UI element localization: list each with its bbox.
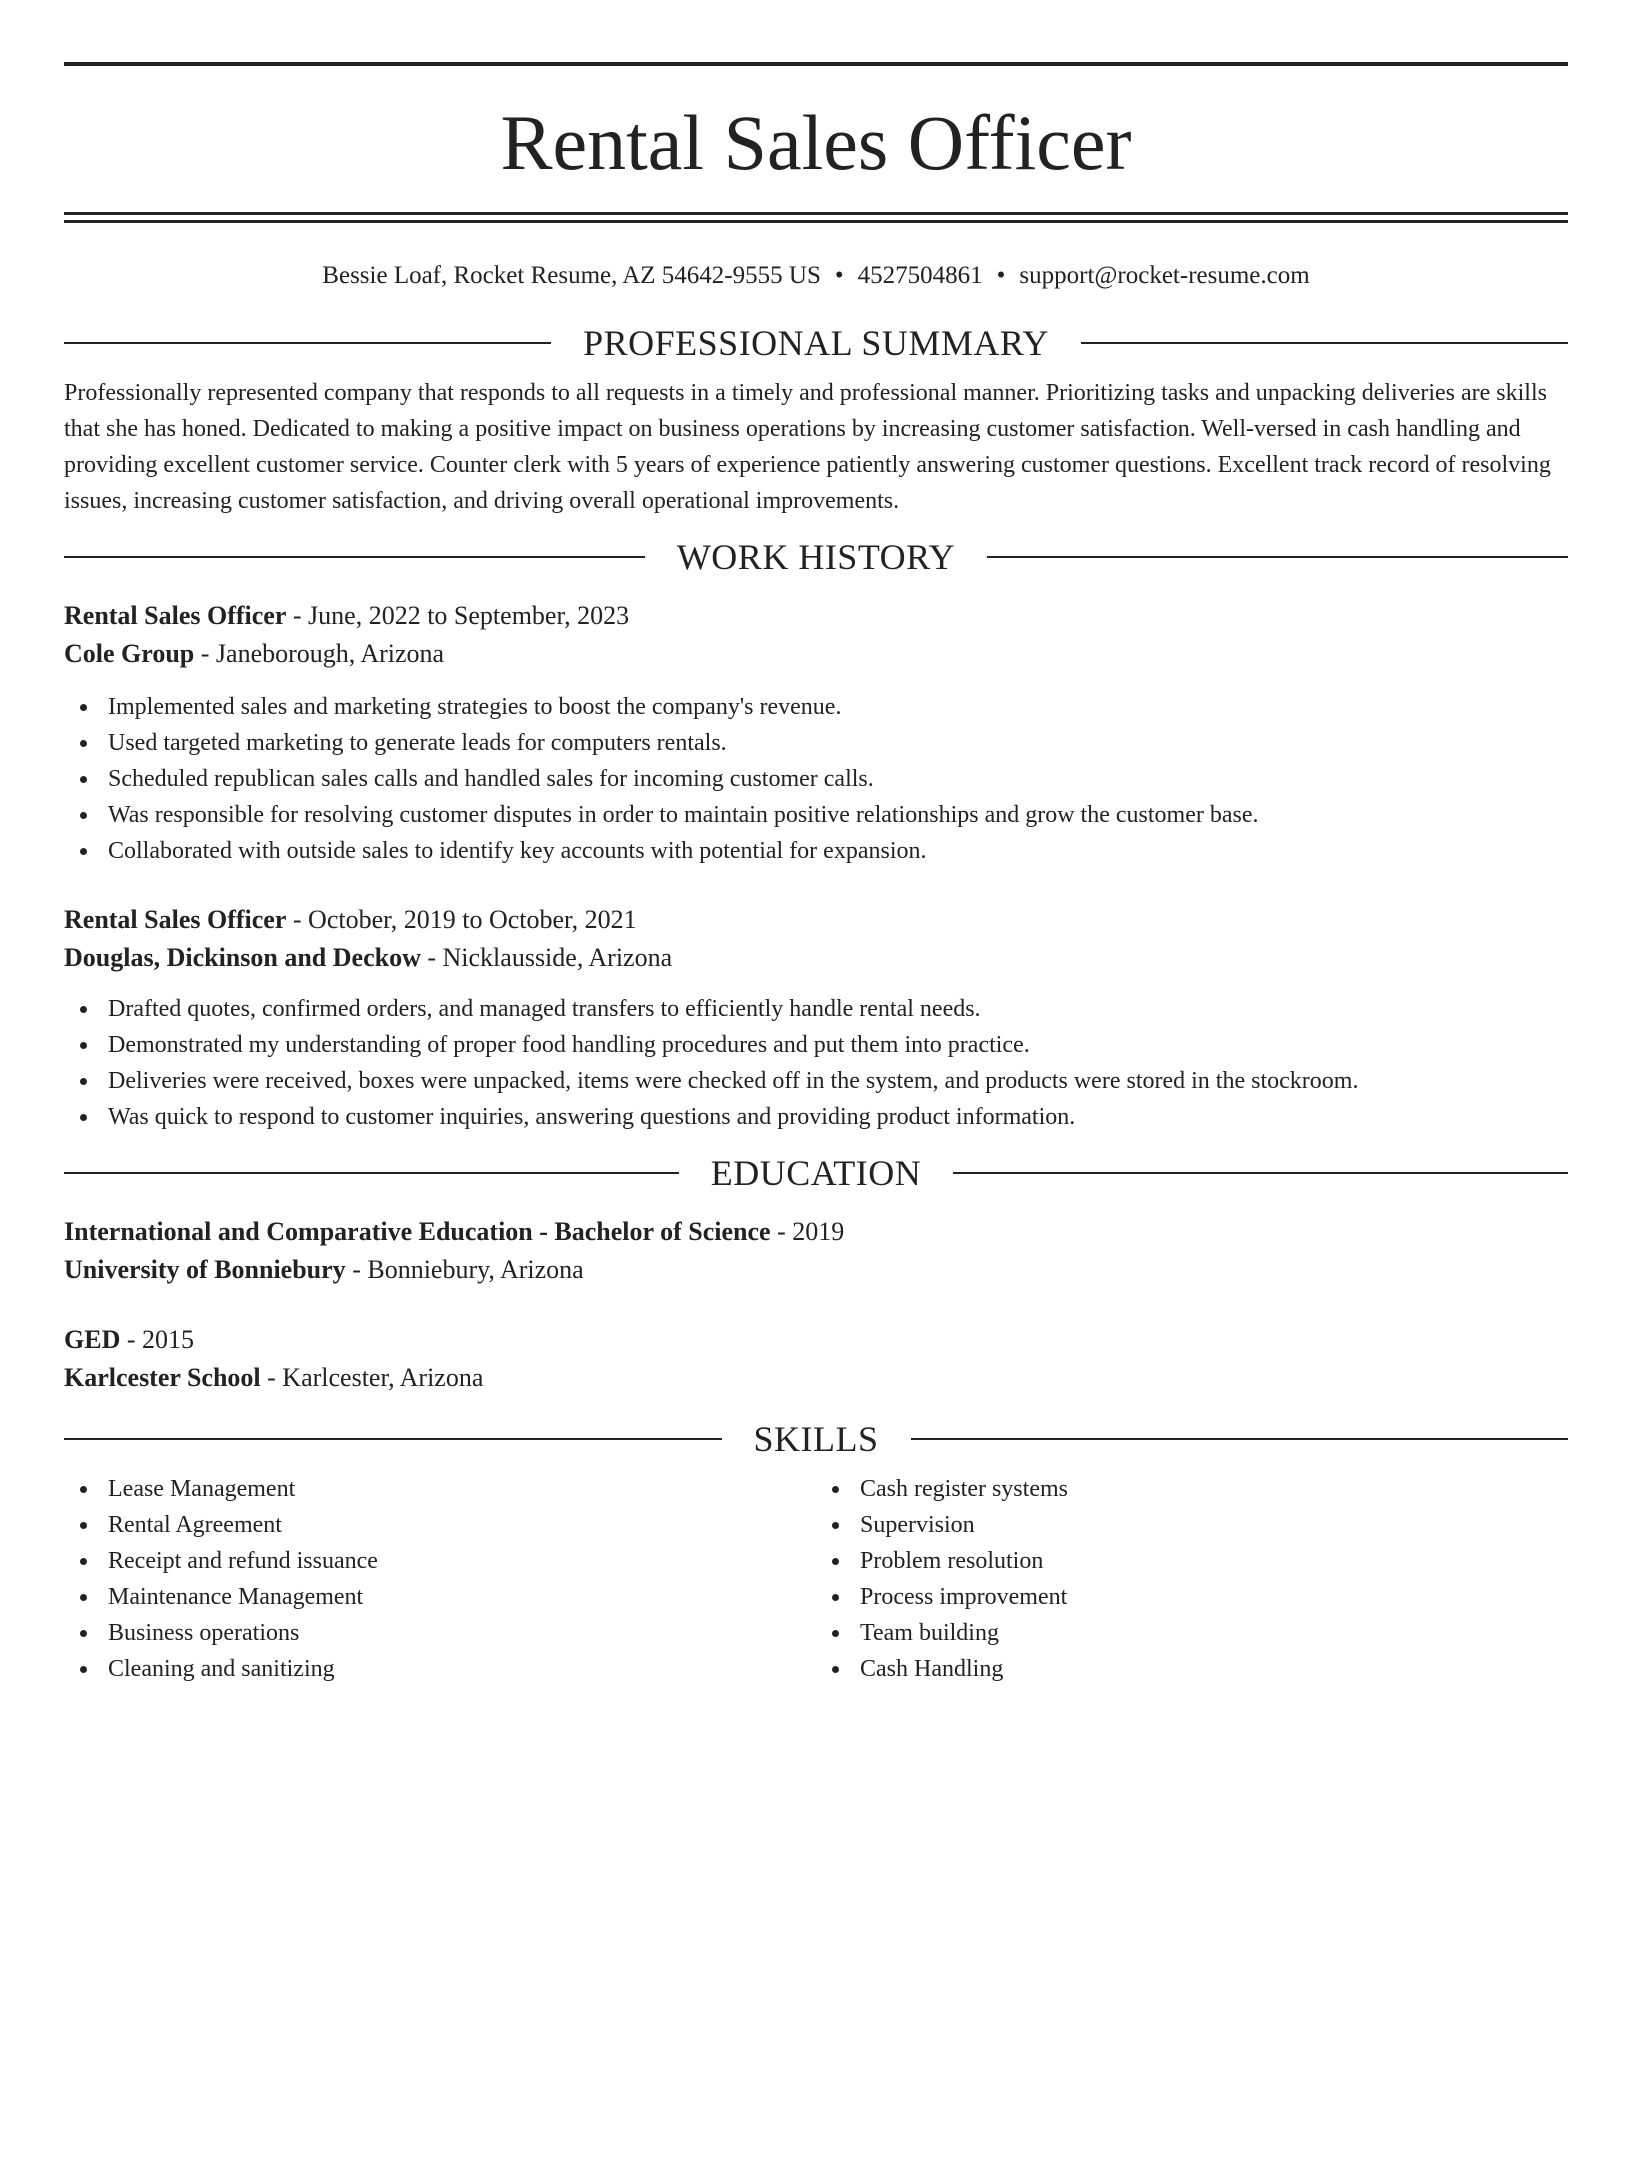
title-double-rule [64,212,1568,223]
work-section-heading [64,535,1568,579]
resume-page [0,62,1632,2174]
job-bullet: Implemented sales and marketing strategies to boost the company's revenue. [64,689,1568,725]
skill-item: Lease Management [64,1471,816,1507]
job-bullet: Deliveries were received, boxes were unpacked, items were checked off in the system, and products were stored in the stockroom. [64,1063,1568,1099]
contact-address: Bessie Loaf, Rocket Resume, AZ 54642-9555 US [322,262,821,289]
job-title-line [64,597,1568,635]
school-line [64,1251,1568,1289]
school-location: - Karlcester, Arizona [260,1363,484,1392]
education-entry [64,1213,1568,1289]
job-location: - Nicklausside, Arizona [420,943,673,972]
skill-item: Process improvement [816,1579,1568,1615]
education-section-heading [64,1151,1568,1195]
heading-rule-right [911,1438,1569,1440]
job-title: Rental Sales Officer [64,905,287,934]
job-company-line [64,635,1568,673]
job-dates: - June, 2022 to September, 2023 [286,601,630,630]
contact-separator: • [834,262,844,289]
job-company: Cole Group [64,639,195,668]
resume-title: Rental Sales Officer [500,99,1132,186]
degree: International and Comparative Education - Bachelor of Science [64,1217,771,1246]
job-company-line [64,939,1568,977]
job-bullet: Demonstrated my understanding of proper food handling procedures and put them into practice. [64,1027,1568,1063]
degree-year: - 2015 [120,1325,195,1354]
job-entry [64,901,1568,1135]
skill-item: Cash Handling [816,1651,1568,1687]
skill-item: Cash register systems [816,1471,1568,1507]
skills-heading: SKILLS [753,1419,879,1459]
job-bullet: Collaborated with outside sales to identify key accounts with potential for expansion. [64,833,1568,869]
degree: GED [64,1325,121,1354]
heading-rule-left [64,1172,679,1174]
contact-email: support@rocket-resume.com [1019,262,1310,289]
job-bullet: Was quick to respond to customer inquiries, answering questions and providing product information. [64,1099,1568,1135]
skill-item: Rental Agreement [64,1507,816,1543]
heading-rule-right [953,1172,1568,1174]
job-entry [64,597,1568,869]
job-title: Rental Sales Officer [64,601,287,630]
skill-item: Supervision [816,1507,1568,1543]
contact-separator: • [996,262,1006,289]
top-rule [64,62,1568,66]
heading-rule-right [987,556,1568,558]
skill-item: Receipt and refund issuance [64,1543,816,1579]
education-heading: EDUCATION [710,1153,922,1193]
job-company: Douglas, Dickinson and Deckow [64,943,421,972]
skills-columns [64,1471,1568,1687]
job-title-line [64,901,1568,939]
job-dates: - October, 2019 to October, 2021 [286,905,637,934]
degree-line [64,1321,1568,1359]
job-bullet-list [64,991,1568,1135]
job-bullet-list [64,689,1568,869]
degree-line [64,1213,1568,1251]
skill-item: Cleaning and sanitizing [64,1651,816,1687]
job-location: - Janeborough, Arizona [194,639,445,668]
skills-section-heading [64,1417,1568,1461]
skill-item: Business operations [64,1615,816,1651]
job-bullet: Scheduled republican sales calls and handled sales for incoming customer calls. [64,761,1568,797]
school: Karlcester School [64,1363,261,1392]
heading-rule-left [64,556,645,558]
heading-rule-right [1081,342,1568,344]
work-heading: WORK HISTORY [676,537,956,577]
job-bullet: Was responsible for resolving customer disputes in order to maintain positive relationships and grow the customer base. [64,797,1568,833]
skill-item: Maintenance Management [64,1579,816,1615]
skills-list-right [816,1471,1568,1687]
skills-list-left [64,1471,816,1687]
contact-phone: 4527504861 [857,262,983,289]
summary-heading: PROFESSIONAL SUMMARY [583,323,1049,363]
school: University of Bonniebury [64,1255,346,1284]
education-entry [64,1321,1568,1397]
heading-rule-left [64,342,551,344]
job-bullet: Used targeted marketing to generate leads for computers rentals. [64,725,1568,761]
summary-section-heading [64,321,1568,365]
school-line [64,1359,1568,1397]
degree-year: - 2019 [770,1217,845,1246]
skill-item: Team building [816,1615,1568,1651]
job-bullet: Drafted quotes, confirmed orders, and managed transfers to efficiently handle rental needs. [64,991,1568,1027]
contact-line [64,259,1568,293]
school-location: - Bonniebury, Arizona [345,1255,584,1284]
summary-text: Professionally represented company that responds to all requests in a timely and professional manner. Prioritizing tasks and unpacking deliveries are skills that she has honed. Dedicated to making a positive impact on business operations by increasing customer satisfaction. Well-versed in cash handling and providing excellent customer service. Counter clerk with 5 years of experience patiently answering customer questions. Excellent track record of resolving issues, increasing customer satisfaction, and driving overall operational improvements. [64,380,1551,514]
heading-rule-left [64,1438,722,1440]
skill-item: Problem resolution [816,1543,1568,1579]
